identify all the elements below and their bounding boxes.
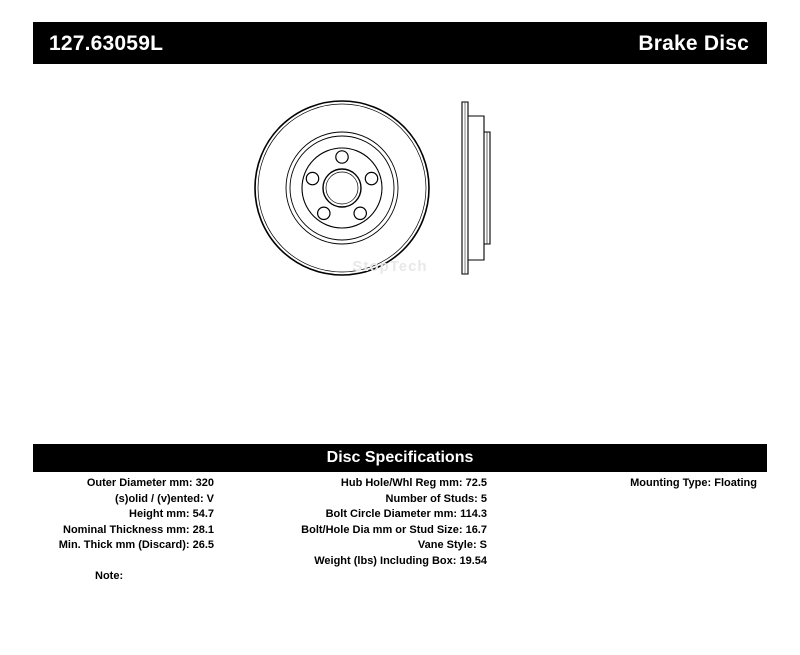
spec-item: Nominal Thickness mm: 28.1 — [63, 523, 214, 536]
spec-table — [33, 476, 767, 586]
spec-item: Outer Diameter mm: 320 — [86, 477, 214, 489]
rotor-edge-view — [462, 102, 490, 274]
spec-column-left — [33, 476, 218, 554]
spec-column-middle — [218, 476, 493, 569]
page-title: Brake Disc — [638, 31, 749, 55]
spec-item: Vane Style: S — [417, 539, 487, 551]
spec-item: Mounting Type: Floating — [630, 477, 757, 489]
header-bar — [33, 22, 767, 64]
note-label: Note: — [95, 570, 124, 582]
spec-item: Bolt/Hole Dia mm or Stud Size: 16.7 — [301, 523, 487, 536]
watermark-text: StopTech — [352, 258, 428, 275]
spec-item: Bolt Circle Diameter mm: 114.3 — [325, 508, 487, 520]
part-number: 127.63059L — [49, 31, 164, 55]
spec-item: (s)olid / (v)ented: V — [115, 492, 214, 505]
spec-item: Min. Thick mm (Discard): 26.5 — [58, 539, 214, 551]
spec-column-right — [493, 476, 767, 492]
spec-item: Hub Hole/Whl Reg mm: 72.5 — [340, 477, 487, 489]
spec-item: Height mm: 54.7 — [129, 508, 214, 520]
rotor-face-view — [255, 101, 429, 275]
spec-section-title: Disc Specifications — [33, 444, 767, 472]
spec-item: Weight (lbs) Including Box: 19.54 — [314, 554, 487, 567]
spec-item: Number of Studs: 5 — [385, 492, 487, 505]
